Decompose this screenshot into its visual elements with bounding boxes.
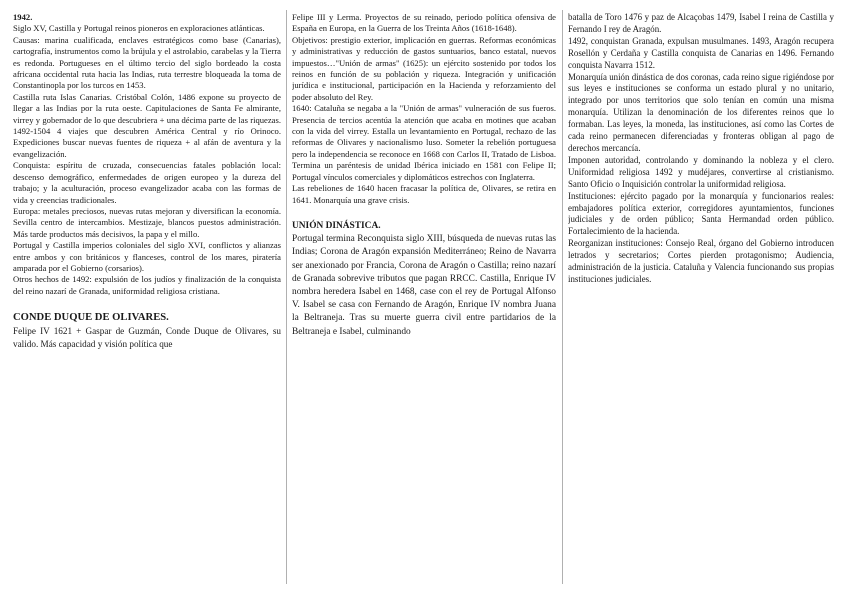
section-heading-olivares: CONDE DUQUE DE OLIVARES. (13, 312, 169, 324)
paragraph: Causas: marina cualificada, enclaves estratégicos como base (Canarias), cartografía, instrumentos como la brújula y el astrolabio, carabelas y la Tierra es redonda. Portugueses en el último tercio del siglo bordeado la costa africana occidental ruta hacia las Indias, ruta terrestre bloqueada la toma de Constantinopla por los turcos en 1453. (13, 34, 281, 91)
paragraph: Las rebeliones de 1640 hacen fracasar la política de, Olivares, se retira en 1641. Monarquía una grave crisis. (292, 183, 556, 205)
paragraph: Portugal termina Reconquista siglo XIII, búsqueda de nuevas rutas las Indias; Corona de Aragón expansión Mediterráneo; Reino de Navarra ser anexionado por Francia, Corona de Aragón o Castilla; reino nazarí de Granada sobrevive tributos que pagan RRCC. Castilla, Enrique IV nombra heredera Isabel en 1468, case con el rey de Portugal Alfonso V. Isabel se casa con Fernando de Aragón, Enrique IV nombra Juana la Beltraneja. Tras su muerte guerra civil entre partidarios de la Beltraneja e Isabel, culminando (292, 234, 556, 337)
column-divider (562, 10, 563, 584)
paragraph: 1492, conquistan Granada, expulsan musulmanes. 1493, Aragón recupera Rosellón y Cerdaña y Castilla conquista de Canarias en 1496. Fernando conquista Navarra 1512. (568, 35, 834, 70)
spacer (292, 206, 556, 220)
paragraph: 1640: Cataluña se negaba a la "Unión de armas" vulneración de sus fueros. Presencia de tercios acentúa la atención que acaba en motines que acaban con la vida del virrey. Estalla un levantamiento en Portugal, rechazo de las reformas de Olivares y nacionalismo luso. Someter la rebelión portuguesa pero la independencia se reconoce en 1668 con Carlos II, Tratado de Lisboa. Termina un paréntesis de unidad Ibérica iniciado en 1581 con Felipe II; Portugal vínculos comerciales y diplomáticos estrechos con Inglaterra. (292, 103, 556, 182)
paragraph: Felipe IV 1621 + Gaspar de Guzmán, Conde Duque de Olivares, su valido. Más capacidad y visión política que (13, 326, 281, 350)
section-heading-1942: 1942. (13, 12, 33, 22)
paragraph: batalla de Toro 1476 y paz de Alcaçobas 1479, Isabel I reina de Castilla y Fernando I rey de Aragón. (568, 12, 834, 34)
section-heading-union-dinastica: UNIÓN DINÁSTICA. (292, 220, 381, 231)
paragraph: Europa: metales preciosos, nuevas rutas mejoran y diversifican la economía. Sevilla centro de intercambios. Mestizaje, blancos puestos administración. Más tarde productos más decisivos, la papa y el millo. (13, 205, 281, 239)
column-divider (286, 10, 287, 584)
paragraph: Monarquía unión dinástica de dos coronas, cada reino sigue rigiéndose por sus leyes e instituciones se conforma un estado plural y no unitario, integrado por unos territorios que solo tenían en común una misma monarquía. Utilizan la denominación de los diferentes reinos que lo formaban. Las leyes, la moneda, las instituciones, así como las Cortes de cada reino permanecen diferenciadas y fronteras obligan al pago de derechos mercancía. (568, 71, 834, 153)
union-dinastica-section (292, 220, 556, 339)
paragraph: Objetivos: prestigio exterior, implicación en guerras. Reformas económicas y administrativas y reducción de gastos suntuarios, banco estatal, nuevos impuestos…"Unión de armas" (1625): un ejército sostenido por todos los reinos en función de su población y riqueza. Integración y unificación jurídica e institucional, participación en la Hacienda y reforzamiento del poder absoluto del Rey. (292, 34, 556, 102)
paragraph: Imponen autoridad, controlando y dominando la nobleza y el clero. Uniformidad religiosa 1492 y mudéjares, convertirse al cristianismo. Santo Oficio o Inquisición controlar la uniformidad religiosa. (568, 154, 834, 189)
paragraph: Otros hechos de 1492: expulsión de los judíos y finalización de la conquista del reino nazarí de Granada, uniformidad religiosa cristiana. (13, 274, 281, 296)
paragraph: Castilla ruta Islas Canarias. Cristóbal Colón, 1486 expone su proyecto de llegar a las Indias por la ruta oeste. Capitulaciones de Santa Fe almirante, virrey y gobernador de lo que descubriera + una décima parte de las riquezas. 1492-1504 4 viajes que descubren América Central y río Orinoco. Expediciones buscar nuevas fuentes de riqueza + al afán de aventura y la evangelización. (13, 91, 281, 159)
paragraph: Reorganizan instituciones: Consejo Real, órgano del Gobierno introducen letrados y secretarios; Cortes pierden protagonismo; Audiencia, administración de la justicia. Cataluña y Valencia funcionando sus propias instituciones judiciales. (568, 238, 834, 284)
paragraph: Instituciones: ejército pagado por la monarquía y funcionarios reales: embajadores política exterior, corregidores ayuntamientos, funciones judiciales y de orden público; Santa Hermandad orden público. Fortalecimiento de la hacienda. (568, 190, 834, 237)
column-3 (568, 12, 834, 592)
paragraph: Felipe III y Lerma. Proyectos de su reinado, periodo política ofensiva de España en Europa, en la Guerra de los Treinta Años (1618-1648). (292, 12, 556, 34)
paragraph: Siglo XV, Castilla y Portugal reinos pioneros en exploraciones atlánticas. (13, 23, 265, 34)
column-2 (292, 12, 556, 592)
spacer (13, 297, 281, 311)
paragraph: Portugal y Castilla imperios coloniales del siglo XVI, conflictos y alianzas entre ambos y con británicos y flanceses, control de los mares, piratería amparada por el Gobierno (corsarios). (13, 240, 281, 273)
column-1 (13, 12, 281, 592)
paragraph: Conquista: espíritu de cruzada, consecuencias fatales población local: descenso demográfico, enfermedades de origen europeo y la dureza del trabajo; y la aculturación, proceso evangelizador acaba con las formas de vida y creencias tradicionales. (13, 160, 281, 205)
